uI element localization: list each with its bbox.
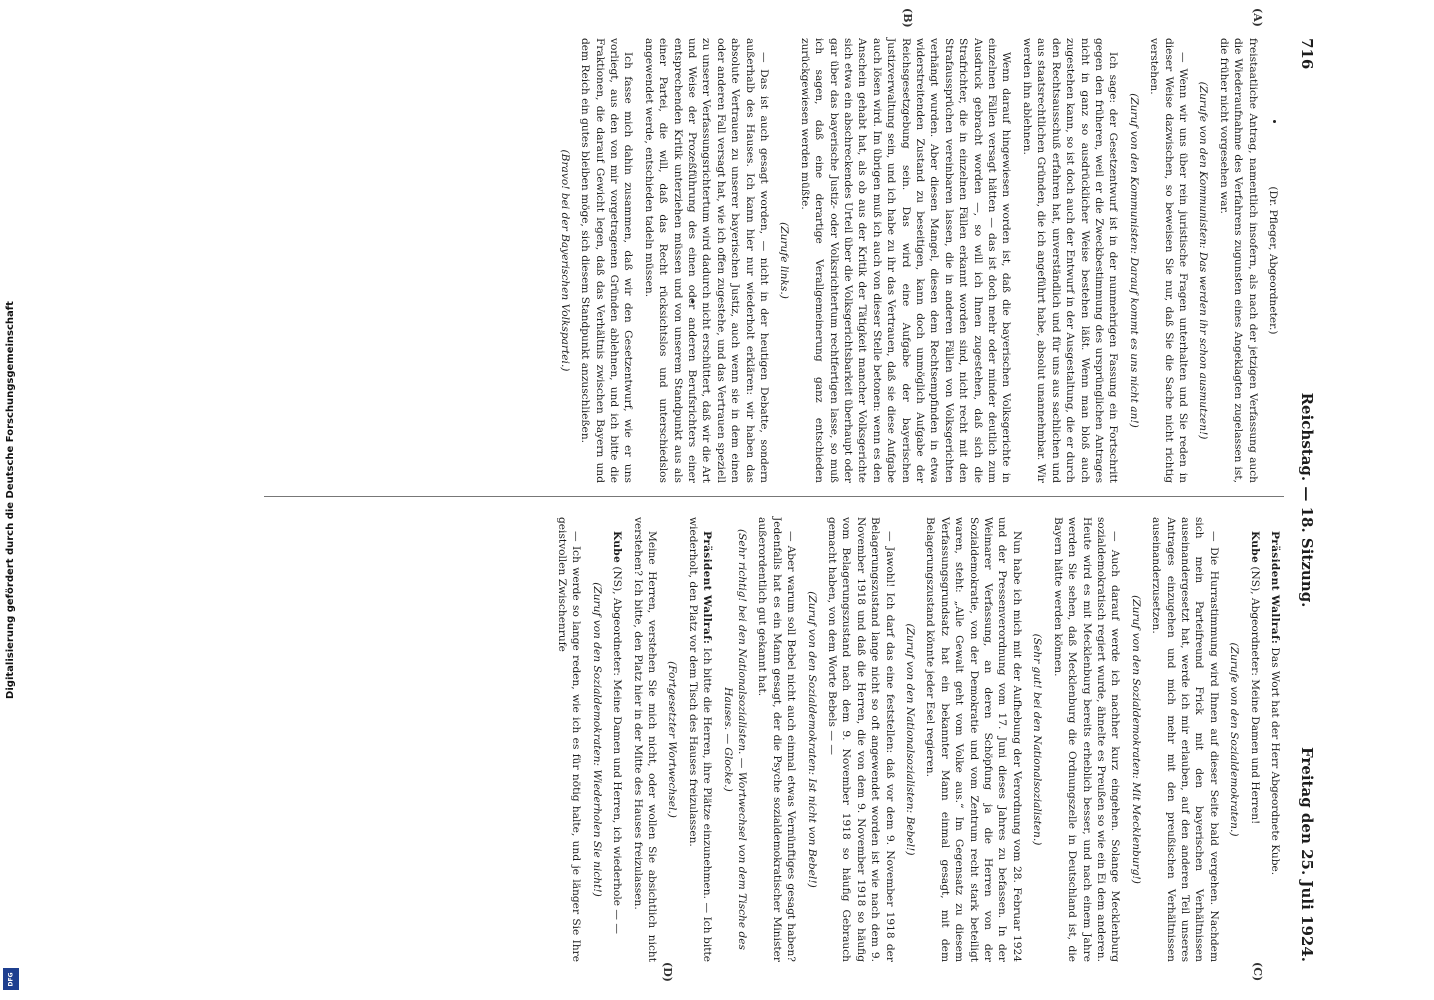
margin-mark-c: (C) (1251, 962, 1264, 982)
interjection: (Sehr gut! bei den Nationalsozialisten.) (1031, 633, 1044, 846)
paragraph: Ich fasse mich dahin zusammen, daß wir den Gesetzentwurf, wie er uns vorliegt, aus den von mir vorgetragenen Gründen ablehnen, und ich bitte die Fraktionen, die darauf Gewicht legen, daß das Verhältnis zwischen Bayern und dem Reich ein gutes bleiben möge, sich diesem Standpunkt anzuschließen. (579, 38, 635, 483)
speech-block (1268, 517, 1282, 962)
speaker-continuation: (Dr. Pfleger, Abgeordneter.) (1267, 186, 1279, 335)
speaker-name: Präsident Wallraf: (1269, 531, 1281, 645)
paragraph: Nun habe ich mich mit der Aufhebung der Verordnung vom 28. Februar 1924 und der Pressenverordnung vom 17. Juni dieses Jahres zu befassen. In der Weimarer Verfassung, an deren Schöpfung ja die Herren von der Sozialdemokratie, von der Demokratie und vom Zentrum recht stark beteiligt waren, steht: „Alle Gewalt geht vom Volke aus.“ Im Gegensatz zu diesem Verfassungsgrundsatz hat ein bekannter Mann einmal gesagt, mit dem Belagerungszustand könnte jeder Esel regieren. (924, 517, 1023, 962)
paragraph: freistaatliche Antrag, namentlich insofern, als nach der jetzigen Verfassung auch die Wiederaufnahme des Verfahrens zugunsten eines Angeklagten zugelassen ist, die früher nicht vorgesehen war. (1217, 38, 1259, 483)
digitization-credit-strip (0, 0, 22, 1000)
interjection: (Zuruf von den Sozialdemokraten: Mit Mecklenburg!) (1129, 595, 1142, 884)
speaker-name: Kube (1248, 531, 1261, 564)
interjection: (Zuruf von den Nationalsozialisten: Bebel!) (904, 623, 917, 856)
paragraph: Ich sage: der Gesetzentwurf ist in der nunmehrigen Fassung ein Fortschritt gegen den früheren, weil er die Zweckbestimmung des ursprünglichen Antrages nicht in ganz so ausdrücklicher Weise bestehen läßt. Wenn man bloß auch zugestehen kann, so ist doch auch der Entwurf in der Ausgestaltung, die er durch den Rechtsausschuß erfahren hat, unverständlich und für uns aus sachlichen und aus staatsrechtlichen Gründen, die ich angeführt habe, absolut unannehmbar. Wir werden ihn ablehnen. (1020, 38, 1120, 483)
interjection: (Zuruf von den Kommunisten: Darauf kommt es uns nicht an!) (1127, 93, 1140, 428)
speech-block (1247, 517, 1261, 962)
paragraph: — Aber warum soll Bebel nicht auch einmal etwas Vernünftiges gesagt haben? Jedenfalls hat es ein Mann gesagt, der die Psyche sozialdemokratischer Minister außerordentlich gut gekannt hat. (756, 517, 798, 962)
paragraph: Meine Herren, verstehen Sie mich nicht, oder wollen Sie absichtlich nicht verstehen? Ich bitte, den Platz hier in der Mitte des Hauses freizulassen. (631, 517, 658, 962)
speaker-name: Kube (611, 531, 624, 564)
interjection: (Fortgesetzter Wortwechsel.) (666, 661, 679, 818)
margin-mark-a: (A) (1251, 8, 1264, 27)
speech-text: (NS), Abgeordneter: Meine Damen und Herren! (1248, 566, 1261, 825)
paragraph: — Jawohl! Ich darf das eine feststellen: daß vor dem 9. November 1918 der Belagerungszustand lange nicht so oft angewendet worden ist wie nach dem 9. November 1918 und daß die Herren, die von dem 9. November 1918 so häufig vom Belagerungszustand nach dem 9. November 1918 so häufig Gebrauch gemacht haben, von dem Worte Bebels — — (826, 517, 896, 962)
interjection: (Zurufe links.) (778, 222, 791, 299)
interjection: (Zurufe von den Sozialdemokraten.) (1228, 642, 1241, 837)
interjection: (Bravo! bei der Bayerischen Volkspartei.) (558, 149, 571, 372)
paragraph: — Wenn wir uns über rein juristische Fragen unterhalten und Sie reden in dieser Weise dazwischen, so beweisen Sie nur, daß Sie die Sache nicht richtig verstehen. (1148, 38, 1189, 483)
speech-text: Das Wort hat der Herr Abgeordnete Kube. (1269, 647, 1281, 876)
interjection: (Zuruf von den Sozialdemokraten: Wiederholen Sie nicht!) (590, 582, 603, 897)
speech-text: (NS), Abgeordneter: Meine Damen und Herren, ich wiederhole — — (611, 566, 624, 934)
speech-block (610, 517, 624, 962)
running-title: Reichstag. — 18. Sitzung. (1298, 392, 1316, 608)
margin-mark-b: (B) (901, 8, 914, 28)
speech-text: Ich bitte die Herren, ihre Plätze einzunehmen. — Ich bitte wiederholt, den Platz vor dem Tisch des Hauses freizulassen. (686, 517, 714, 962)
dfg-logo-text: DFG (7, 972, 15, 987)
right-column (549, 517, 1282, 962)
paragraph: — Ich werde so lange reden, wie ich es für nötig halte, und je länger Sie Ihre geistvollen Zwischenrufe (555, 517, 583, 962)
margin-mark-d: (D) (661, 962, 674, 982)
paragraph: — Das ist auch gesagt worden, — nicht in der heutigen Debatte, sondern außerhalb des Hauses. Ich kann hier nur wiederholt erklären: wir haben das absolute Vertrauen zu unserer bayerischen Justiz, auch wenn sie in dem einen oder anderen Fall versagt hat, wie ich offen zugestehe, und das Vertrauen speziell zu unserer Verfassungsrichtertum wird dadurch nicht erschüttert, daß wir die Art und Weise der Prozeßführung des einen oder anderen Berufsrichters einer entsprechenden Kritik unterziehen müssen und von unserem Standpunkt aus als einer Partei, die will, daß das Recht rücksichtslos und unterschiedslos angewendet werde, entschieden tadeln müssen. (642, 38, 770, 483)
digitization-credit: Digitalisierung gefördert durch die Deutsche Forschungsgemeinschaft (5, 301, 16, 699)
paragraph: — Die Hurrastimmung wird Ihnen auf dieser Seite bald vergehen. Nachdem sich mein Parteifreund Frick mit den bayerischen Verhältnissen auseinandergesetzt hat, werde ich mir erlauben, auf den anderen Teil unseres Antrages einzugehen und mich mehr mit den preußischen Verhältnissen auseinanderzusetzen. (1150, 517, 1220, 962)
interjection: (Zurufe von den Kommunisten: Das werden ihr schon ausmutzen!) (1197, 81, 1210, 440)
paragraph: — Auch darauf werde ich nachher kurz eingehen. Solange Mecklenburg sozialdemokratisch regiert wurde, ähnelte es Preußen so wie ein Ei dem anderen. Heute wird es mit Mecklenburg bereits erheblich besser, und nach einem Jahre werden Sie sehen, daß Mecklenburg die Ordnungszelle in Deutschland ist, die Bayern hätte werden können. (1051, 517, 1122, 962)
left-column (551, 38, 1282, 483)
interjection: (Zuruf von den Sozialdemokraten: Ist nicht von Bebel!) (805, 591, 818, 888)
interjection: (Sehr richtig! bei den Nationalsozialisten. — Wortwechsel von dem Tische des Hauses. — Glocke.) (721, 529, 748, 950)
column-divider (264, 496, 1284, 497)
session-date: Freitag den 25. Juli 1924. (1298, 747, 1316, 962)
page-number: 716 (1298, 38, 1316, 70)
dfg-logo-icon (3, 968, 19, 990)
speaker-name: Präsident Wallraf: (701, 531, 714, 645)
paragraph: Wenn darauf hingewiesen worden ist, daß die bayerischen Volksgerichte in einzelnen Fällen versagt hätten — das ist doch mehr oder minder deutlich zum Ausdruck gebracht worden —, so will ich Ihnen zugestehen, daß sich die Strafrichter, die in einzelnen Fällen erkannt worden sind, nicht recht mit den Strafaussprüchen vereinbaren lassen, die in anderen Fällen von Volksgerichten verhängt wurden. Aber diesen Mangel, diesen dem Rechtsempfinden in etwa widerstreitenden Zustand zu beseitigen, kann doch unmöglich Aufgabe der Reichsgesetzgebung sein. Das wird eine Aufgabe der bayerischen Justizverwaltung sein, und ich habe zu ihr das Vertrauen, daß sie diese Aufgabe auch lösen wird. Im übrigen muß ich auch von dieser Stelle betonen: wenn es den Anschein gehabt hat, als ob aus der Kritik der Tätigkeit mancher Volksgerichte sich etwa ein abschreckendes Urteil über die Volksgerichtsbarkeit überhaupt oder gar über das bayerische Justiz- oder Volksrichtertum rechtfertigen lasse, so muß ich sagen, daß eine derartige Verallgemeinerung ganz entschieden zurückgewiesen werden müßte. (798, 38, 1013, 483)
document-page (134, 0, 1334, 1000)
speech-block (685, 517, 714, 962)
page-header (1292, 38, 1314, 962)
